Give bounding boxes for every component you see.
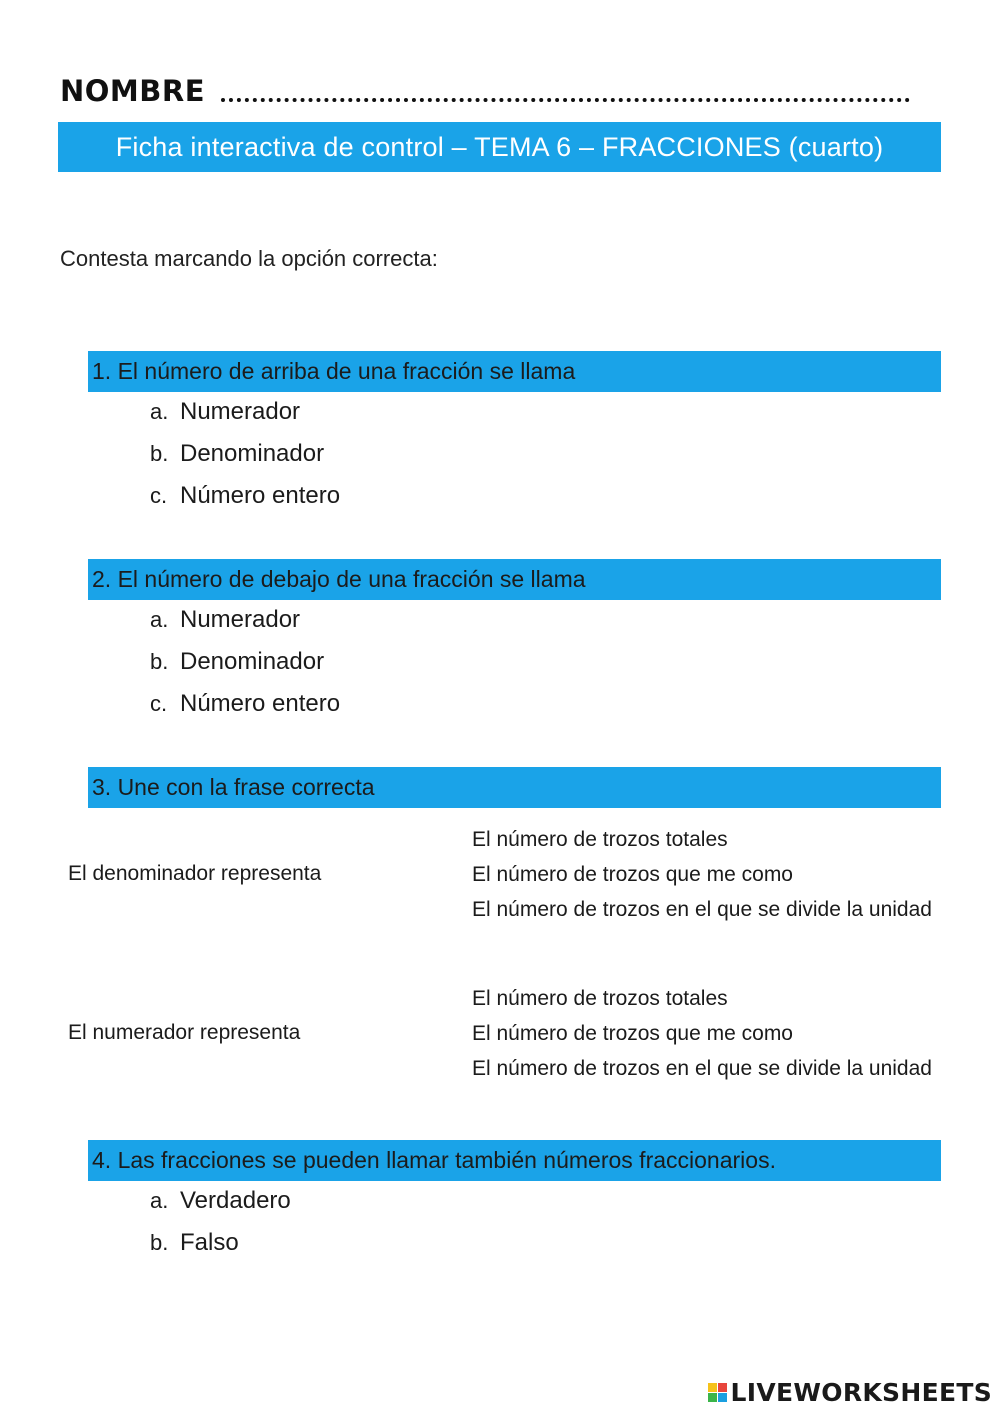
logo-square bbox=[718, 1383, 727, 1392]
option-letter: a. bbox=[150, 399, 169, 424]
instructions: Contesta marcando la opción correcta: bbox=[60, 246, 438, 271]
brand-name: LIVEWORKSHEETS bbox=[730, 1378, 992, 1407]
question-4-bar bbox=[88, 1140, 941, 1181]
option-label: Número entero bbox=[180, 482, 341, 509]
match-choice[interactable]: El número de trozos en el que se divide la unidad bbox=[472, 897, 932, 921]
question-4-options bbox=[150, 1180, 291, 1264]
brand-logo bbox=[708, 1378, 992, 1407]
match-choice[interactable]: El número de trozos totales bbox=[472, 827, 728, 851]
option-letter: b. bbox=[150, 649, 169, 674]
option-label: Número entero bbox=[180, 690, 341, 717]
option-4a[interactable] bbox=[150, 1180, 291, 1222]
question-1-text: 1. El número de arriba de una fracción se llama bbox=[92, 358, 576, 384]
option-label: Numerador bbox=[180, 398, 301, 425]
name-row bbox=[60, 62, 910, 106]
option-1b[interactable] bbox=[150, 433, 340, 475]
match-choice[interactable]: El número de trozos totales bbox=[472, 986, 728, 1010]
option-letter: c. bbox=[150, 691, 168, 716]
logo-square bbox=[708, 1393, 717, 1402]
question-1-options bbox=[150, 391, 340, 517]
logo-square bbox=[708, 1383, 717, 1392]
option-label: Falso bbox=[180, 1229, 239, 1256]
option-4b[interactable] bbox=[150, 1222, 291, 1264]
question-4-text: 4. Las fracciones se pueden llamar también números fraccionarios. bbox=[92, 1147, 776, 1173]
match-prompt-denominator: El denominador representa bbox=[68, 862, 322, 885]
option-label: Numerador bbox=[180, 606, 301, 633]
match-choice[interactable]: El número de trozos que me como bbox=[472, 862, 793, 886]
option-label: Verdadero bbox=[180, 1187, 291, 1214]
option-letter: a. bbox=[150, 1188, 169, 1213]
option-2b[interactable] bbox=[150, 641, 340, 683]
match-prompt-numerator: El numerador representa bbox=[68, 1021, 301, 1044]
option-1c[interactable] bbox=[150, 475, 340, 517]
name-input-line[interactable] bbox=[221, 98, 910, 102]
option-letter: b. bbox=[150, 1230, 169, 1255]
option-2c[interactable] bbox=[150, 683, 340, 725]
question-2-text: 2. El número de debajo de una fracción se llama bbox=[92, 566, 586, 592]
question-1-bar bbox=[88, 351, 941, 392]
logo-square bbox=[718, 1393, 727, 1402]
question-3-text: 3. Une con la frase correcta bbox=[92, 774, 375, 800]
option-letter: a. bbox=[150, 607, 169, 632]
option-letter: b. bbox=[150, 441, 169, 466]
match-choices-denominator bbox=[472, 822, 932, 927]
title-banner bbox=[58, 122, 941, 172]
option-2a[interactable] bbox=[150, 599, 340, 641]
option-label: Denominador bbox=[180, 440, 325, 467]
match-choice[interactable]: El número de trozos que me como bbox=[472, 1021, 793, 1045]
liveworksheets-logo-icon bbox=[708, 1383, 727, 1402]
question-3-bar bbox=[88, 767, 941, 808]
option-label: Denominador bbox=[180, 648, 325, 675]
question-2-options bbox=[150, 599, 340, 725]
match-choice[interactable]: El número de trozos en el que se divide la unidad bbox=[472, 1056, 932, 1080]
page-title: Ficha interactiva de control – TEMA 6 – FRACCIONES (cuarto) bbox=[115, 131, 884, 162]
match-choices-numerator bbox=[472, 981, 932, 1086]
name-label: NOMBRE bbox=[60, 74, 206, 108]
question-2-bar bbox=[88, 559, 941, 600]
option-letter: c. bbox=[150, 483, 168, 508]
option-1a[interactable] bbox=[150, 391, 340, 433]
